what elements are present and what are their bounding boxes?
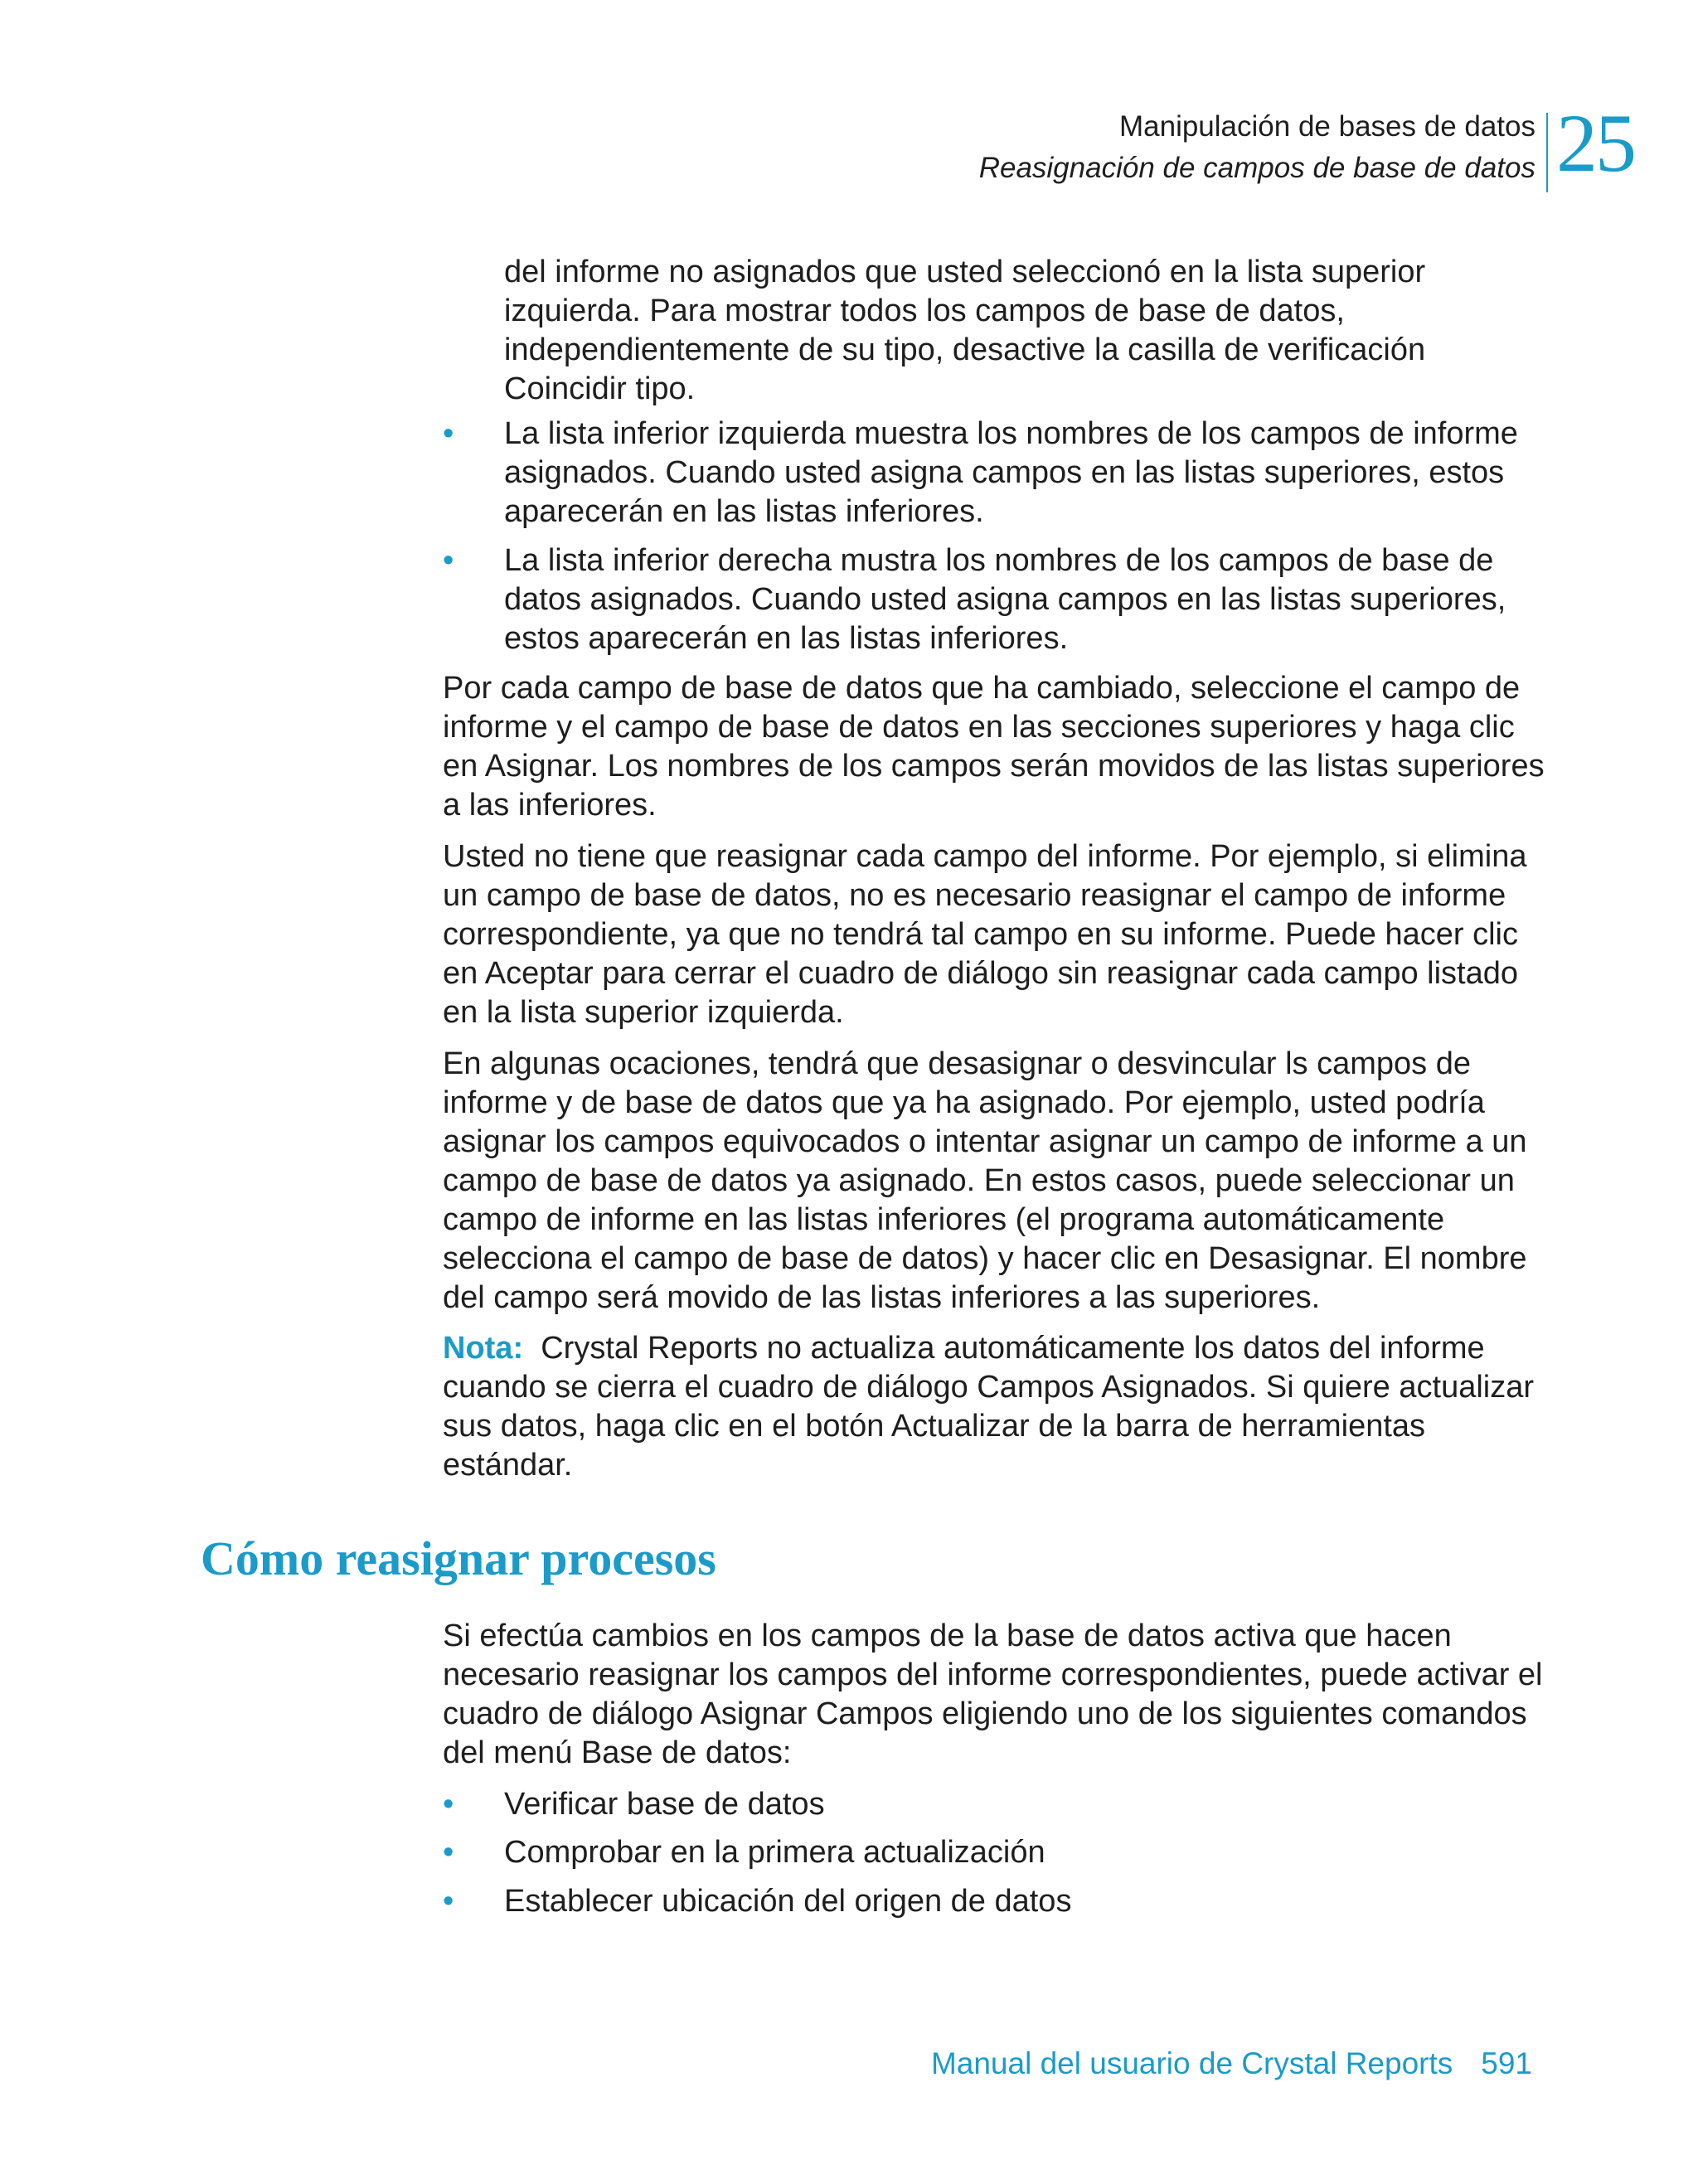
paragraph-unassign: En algunas ocaciones, tendrá que desasignar o desvincular ls campos de informe y de base de datos que ya ha asignado. Por ejemplo, usted podría asignar los campos equivocados o intentar asignar un campo de informe a un campo de base de datos ya asignado. En estos casos, puede seleccionar un campo de informe en las listas inferiores (el programa automáticamente selecciona el campo de base de datos) y hacer clic en Desasignar. El nombre del campo será movido de las listas inferiores a las superiores. <box>443 1046 1527 1315</box>
chapter-number: 25 <box>1556 97 1634 189</box>
paragraph-assign: Por cada campo de base de datos que ha cambiado, seleccione el campo de informe y el campo de base de datos en las secciones superiores y haga clic en Asignar. Los nombres de los campos serán movidos de las listas superiores a las inferiores. <box>443 671 1545 823</box>
list-item-text: Verificar base de datos <box>504 1787 825 1822</box>
bullet-icon: • <box>443 416 454 451</box>
page-number: 591 <box>1481 2046 1532 2080</box>
header-chapter-title: Manipulación de bases de datos <box>1118 110 1535 143</box>
section-heading: Cómo reasignar procesos <box>201 1531 716 1585</box>
note-text: Crystal Reports no actualiza automáticamente los datos del informe cuando se cierra el cuadro de diálogo Campos Asignados. Si quiere actualizar sus datos, haga clic en el botón Actualizar de la barra de herramientas estándar. <box>443 1331 1535 1483</box>
chapter-divider-rule <box>1546 113 1548 192</box>
bullet-icon: • <box>443 1884 454 1919</box>
bullet-icon: • <box>443 1835 454 1870</box>
paragraph-not-required: Usted no tiene que reasignar cada campo del informe. Por ejemplo, si elimina un campo de base de datos, no es necesario reasignar el campo de informe correspondiente, ya que no tendrá tal campo en su informe. Puede hacer clic en Aceptar para cerrar el cuadro de diálogo sin reasignar cada campo listado en la lista superior izquierda. <box>443 839 1527 1030</box>
list-item-text: La lista inferior izquierda muestra los nombres de los campos de informe asignados. Cuando usted asigna campos en las listas superiores, estos aparecerán en las listas inferiores. <box>504 416 1518 529</box>
note-label: Nota: <box>443 1331 524 1366</box>
header-section-title: Reasignación de campos de base de datos <box>978 152 1535 184</box>
footer-title: Manual del usuario de Crystal Reports <box>930 2046 1453 2080</box>
list-item-text: Comprobar en la primera actualización <box>504 1835 1045 1870</box>
section-intro-paragraph: Si efectúa cambios en los campos de la base de datos activa que hacen necesario reasignar los campos del informe correspondientes, puede activar el cuadro de diálogo Asignar Campos eligiendo uno de los siguientes comandos del menú Base de datos: <box>443 1619 1543 1770</box>
note-block <box>443 1329 1545 1485</box>
running-header <box>979 106 1535 189</box>
bullet-icon: • <box>443 1787 454 1822</box>
continued-paragraph: del informe no asignados que usted seleccionó en la lista superior izquierda. Para mostrar todos los campos de base de datos, independientemente de su tipo, desactive la casilla de verificación Coincidir tipo. <box>504 255 1426 406</box>
page-footer <box>931 2043 1532 2085</box>
list-item-text: La lista inferior derecha mustra los nombres de los campos de base de datos asignados. Cuando usted asigna campos en las listas superiores, estos aparecerán en las listas inferiores. <box>504 543 1506 656</box>
bullet-icon: • <box>443 543 454 578</box>
list-item-text: Establecer ubicación del origen de datos <box>504 1884 1072 1919</box>
